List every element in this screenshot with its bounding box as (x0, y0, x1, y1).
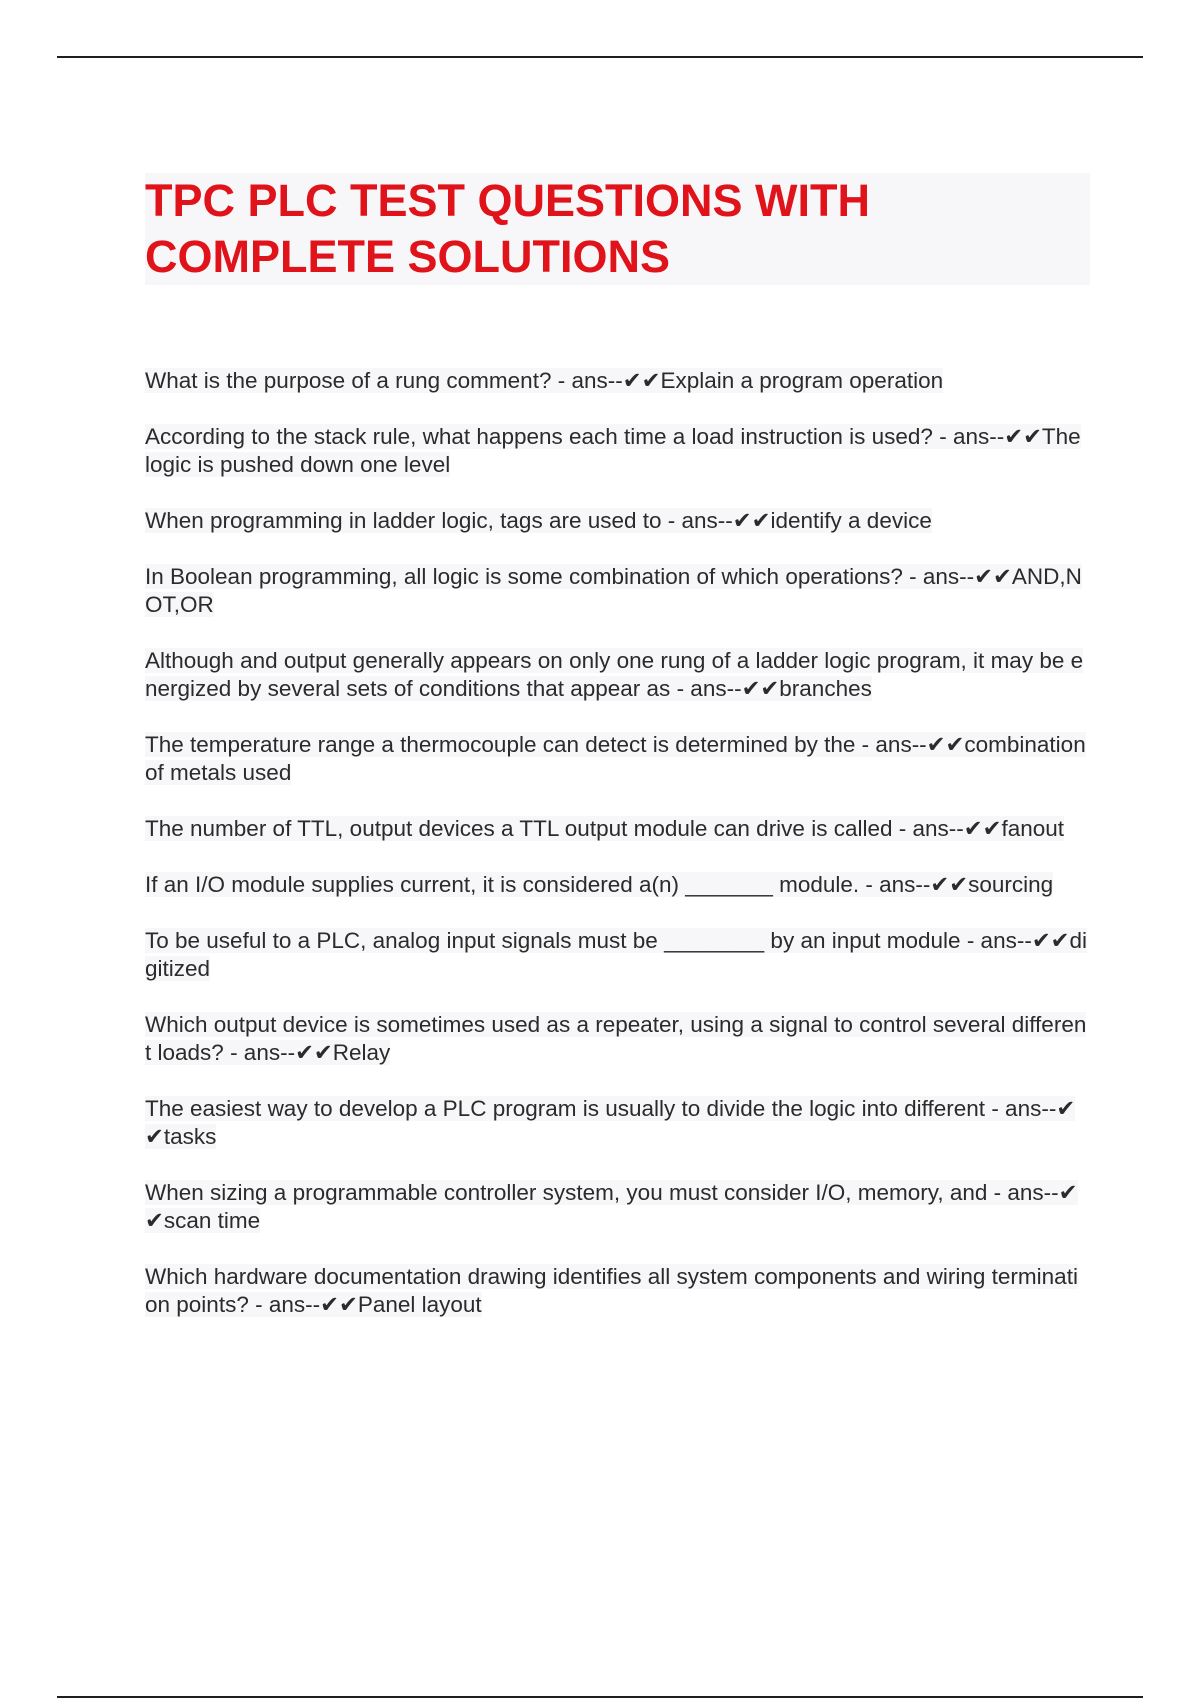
answer-separator: - ans--✔✔ (551, 368, 661, 393)
answer-separator: - ans--✔✔ (859, 872, 969, 897)
qa-item (145, 1263, 1090, 1319)
question-text: To be useful to a PLC, analog input signals must be ________ by an input module (145, 928, 961, 953)
answer-separator: - ans--✔✔ (661, 508, 771, 533)
answer-separator: - ans--✔✔ (892, 816, 1002, 841)
answer-text: combination of metals used (145, 732, 1086, 785)
qa-item (145, 927, 1090, 983)
qa-item (145, 1179, 1090, 1235)
answer-text: AND,NOT,OR (145, 564, 1082, 617)
question-text: Which output device is sometimes used as a repeater, using a signal to control several different loads? (145, 1012, 1087, 1065)
question-text: When sizing a programmable controller system, you must consider I/O, memory, and (145, 1180, 988, 1205)
answer-separator: - ans--✔✔ (855, 732, 965, 757)
question-text: When programming in ladder logic, tags are used to (145, 508, 662, 533)
question-text: According to the stack rule, what happens each time a load instruction is used? (145, 424, 933, 449)
answer-separator: - ans--✔✔ (223, 1040, 333, 1065)
qa-item (145, 871, 1090, 899)
qa-list (145, 367, 1090, 1347)
question-text: Which hardware documentation drawing identifies all system components and wiring termination points? (145, 1264, 1078, 1317)
answer-text: tasks (163, 1124, 217, 1149)
answer-text: sourcing (968, 872, 1054, 897)
answer-separator: - ans--✔✔ (902, 564, 1012, 589)
qa-item (145, 563, 1090, 619)
answer-text: digitized (145, 928, 1088, 981)
answer-separator: - ans--✔✔ (960, 928, 1070, 953)
answer-text: Explain a program operation (660, 368, 944, 393)
qa-item (145, 815, 1090, 843)
question-text: If an I/O module supplies current, it is considered a(n) _______ module. (145, 872, 860, 897)
question-text: The easiest way to develop a PLC program is usually to divide the logic into different (145, 1096, 986, 1121)
qa-item (145, 731, 1090, 787)
answer-text: Panel layout (357, 1292, 482, 1317)
question-text: The number of TTL, output devices a TTL output module can drive is called (145, 816, 893, 841)
bottom-rule (57, 1696, 1143, 1698)
qa-item (145, 367, 1090, 395)
question-text: Although and output generally appears on only one rung of a ladder logic program, it may be energized by several sets of conditions that appear as (145, 648, 1084, 701)
answer-separator: - ans--✔✔ (145, 1180, 1078, 1233)
answer-separator: - ans--✔✔ (932, 424, 1042, 449)
top-rule (57, 56, 1143, 58)
answer-text: scan time (163, 1208, 261, 1233)
qa-item (145, 423, 1090, 479)
answer-separator: - ans--✔✔ (670, 676, 780, 701)
answer-separator: - ans--✔✔ (248, 1292, 358, 1317)
answer-text: branches (779, 676, 872, 701)
answer-text: The logic is pushed down one level (145, 424, 1081, 477)
answer-separator: - ans--✔✔ (145, 1096, 1076, 1149)
question-text: The temperature range a thermocouple can detect is determined by the (145, 732, 856, 757)
answer-text: Relay (332, 1040, 391, 1065)
qa-item (145, 507, 1090, 535)
question-text: What is the purpose of a rung comment? (145, 368, 552, 393)
title-block (145, 173, 1090, 285)
question-text: In Boolean programming, all logic is some combination of which operations? (145, 564, 903, 589)
answer-text: identify a device (770, 508, 932, 533)
answer-text: fanout (1001, 816, 1065, 841)
qa-item (145, 1095, 1090, 1151)
document-title: TPC PLC TEST QUESTIONS WITH COMPLETE SOLUTIONS (145, 175, 871, 282)
qa-item (145, 1011, 1090, 1067)
qa-item (145, 647, 1090, 703)
